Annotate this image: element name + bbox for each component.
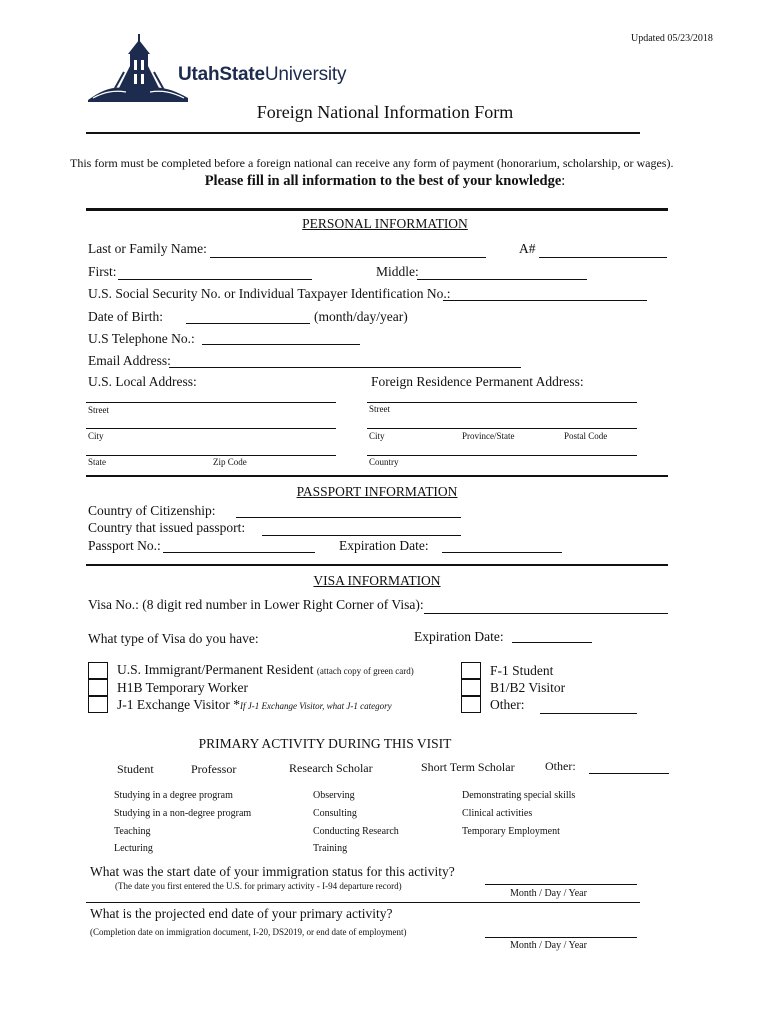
passport-divider: [86, 564, 668, 566]
dob-field[interactable]: [186, 323, 310, 324]
activity-professor[interactable]: Professor: [191, 762, 237, 776]
citizenship-field[interactable]: [236, 517, 461, 518]
personal-divider: [86, 475, 668, 477]
middle-name-field[interactable]: [417, 279, 587, 280]
other-visa-option: Other:: [490, 697, 525, 712]
activity-option[interactable]: Consulting: [313, 808, 357, 819]
passport-expiration-label: Expiration Date:: [339, 538, 429, 553]
instruction-text: Please fill in all information to the best of your knowledge:: [204, 173, 566, 189]
issuing-country-field[interactable]: [262, 535, 461, 536]
email-label: Email Address:: [88, 353, 171, 368]
end-date-question: What is the projected end date of your primary activity?: [90, 906, 393, 921]
province-label: Province/State: [462, 431, 515, 441]
b1b2-checkbox[interactable]: [461, 679, 481, 696]
local-address-label: U.S. Local Address:: [88, 374, 197, 389]
activity-option[interactable]: Training: [313, 843, 348, 854]
local-city-field[interactable]: [86, 428, 336, 429]
h1b-option: H1B Temporary Worker: [117, 680, 248, 695]
passport-expiration-field[interactable]: [442, 552, 562, 553]
a-number-label: A#: [519, 241, 536, 256]
form-title: Foreign National Information Form: [256, 102, 514, 122]
activity-option[interactable]: Conducting Research: [313, 826, 399, 837]
immigrant-option: U.S. Immigrant/Permanent Resident (attach copy of green card): [117, 662, 414, 677]
state-label: State: [88, 457, 106, 467]
activity-student[interactable]: Student: [117, 762, 154, 776]
start-date-question: What was the start date of your immigration status for this activity?: [90, 864, 455, 879]
first-name-field[interactable]: [118, 279, 312, 280]
passport-number-label: Passport No.:: [88, 538, 161, 553]
visa-heading: VISA INFORMATION: [313, 573, 441, 588]
activity-other-label: Other:: [545, 759, 576, 773]
f1-option: F-1 Student: [490, 663, 554, 678]
intro-text: This form must be completed before a foreign national can receive any form of payment (honorarium, scholarship, or wages).: [70, 156, 674, 170]
ssn-label: U.S. Social Security No. or Individual Taxpayer Identification No.:: [88, 286, 451, 301]
activity-research-scholar[interactable]: Research Scholar: [289, 761, 373, 775]
updated-date: Updated 05/23/2018: [631, 33, 713, 44]
dob-label: Date of Birth:: [88, 309, 163, 324]
personal-heading: PERSONAL INFORMATION: [302, 216, 468, 231]
local-street-field[interactable]: [86, 402, 336, 403]
foreign-street-field[interactable]: [367, 402, 637, 403]
passport-number-field[interactable]: [163, 552, 315, 553]
activity-short-term-scholar[interactable]: Short Term Scholar: [421, 760, 515, 774]
end-date-format: Month / Day / Year: [510, 940, 587, 951]
foreign-street-label: Street: [369, 404, 390, 414]
instruction-divider: [86, 208, 668, 211]
foreign-address-label: Foreign Residence Permanent Address:: [371, 374, 584, 389]
j1-checkbox[interactable]: [88, 696, 108, 713]
visa-number-label: Visa No.: (8 digit red number in Lower Right Corner of Visa):: [88, 597, 424, 612]
phone-label: U.S Telephone No.:: [88, 331, 195, 346]
phone-field[interactable]: [202, 344, 360, 345]
local-city-label: City: [88, 431, 104, 441]
logo-wordmark: UtahStateUniversity: [178, 64, 347, 85]
start-date-field[interactable]: [485, 884, 637, 885]
activity-option[interactable]: Demonstrating special skills: [462, 790, 576, 801]
foreign-city-label: City: [369, 431, 385, 441]
visa-number-field[interactable]: [424, 613, 668, 614]
citizenship-label: Country of Citizenship:: [88, 503, 216, 518]
b1b2-option: B1/B2 Visitor: [490, 680, 566, 695]
dob-format: (month/day/year): [314, 309, 408, 324]
activity-option[interactable]: Observing: [313, 790, 355, 801]
a-number-field[interactable]: [539, 257, 667, 258]
last-name-field[interactable]: [210, 257, 486, 258]
other-visa-checkbox[interactable]: [461, 696, 481, 713]
end-date-field[interactable]: [485, 937, 637, 938]
middle-name-label: Middle:: [376, 264, 419, 279]
start-date-note: (The date you first entered the U.S. for primary activity - I-94 departure record): [115, 881, 402, 891]
activity-divider: [86, 902, 640, 903]
h1b-checkbox[interactable]: [88, 679, 108, 696]
activity-other-field[interactable]: [589, 773, 669, 774]
activity-heading: PRIMARY ACTIVITY DURING THIS VISIT: [198, 736, 452, 751]
first-name-label: First:: [88, 264, 117, 279]
visa-expiration-field[interactable]: [512, 642, 592, 643]
activity-option[interactable]: Teaching: [114, 826, 151, 837]
passport-heading: PASSPORT INFORMATION: [296, 484, 458, 499]
ssn-field[interactable]: [443, 300, 647, 301]
last-name-label: Last or Family Name:: [88, 241, 207, 256]
foreign-country-field[interactable]: [367, 455, 637, 456]
title-divider: [86, 132, 640, 134]
foreign-city-field[interactable]: [367, 428, 637, 429]
activity-option[interactable]: Studying in a non-degree program: [114, 808, 252, 819]
start-date-format: Month / Day / Year: [510, 888, 587, 899]
foreign-country-label: Country: [369, 457, 399, 467]
f1-checkbox[interactable]: [461, 662, 481, 679]
university-logo: [88, 32, 363, 104]
email-field[interactable]: [169, 367, 521, 368]
postal-code-label: Postal Code: [564, 431, 608, 441]
other-visa-field[interactable]: [540, 713, 637, 714]
visa-type-question: What type of Visa do you have:: [88, 631, 259, 646]
activity-option[interactable]: Studying in a degree program: [114, 790, 233, 801]
local-state-zip-field[interactable]: [86, 455, 336, 456]
activity-option[interactable]: Temporary Employment: [462, 826, 560, 837]
activity-option[interactable]: Lecturing: [114, 843, 153, 854]
zip-code-label: Zip Code: [213, 457, 247, 467]
old-main-tower-logo-icon: [88, 32, 188, 104]
j1-option: J-1 Exchange Visitor *If J-1 Exchange Visitor, what J-1 category: [117, 697, 392, 712]
activity-option[interactable]: Clinical activities: [462, 808, 533, 819]
immigrant-checkbox[interactable]: [88, 662, 108, 679]
issuing-country-label: Country that issued passport:: [88, 520, 246, 535]
visa-expiration-label: Expiration Date:: [414, 629, 504, 644]
local-street-label: Street: [88, 405, 109, 415]
end-date-note: (Completion date on immigration document, I-20, DS2019, or end date of employment): [90, 927, 407, 937]
